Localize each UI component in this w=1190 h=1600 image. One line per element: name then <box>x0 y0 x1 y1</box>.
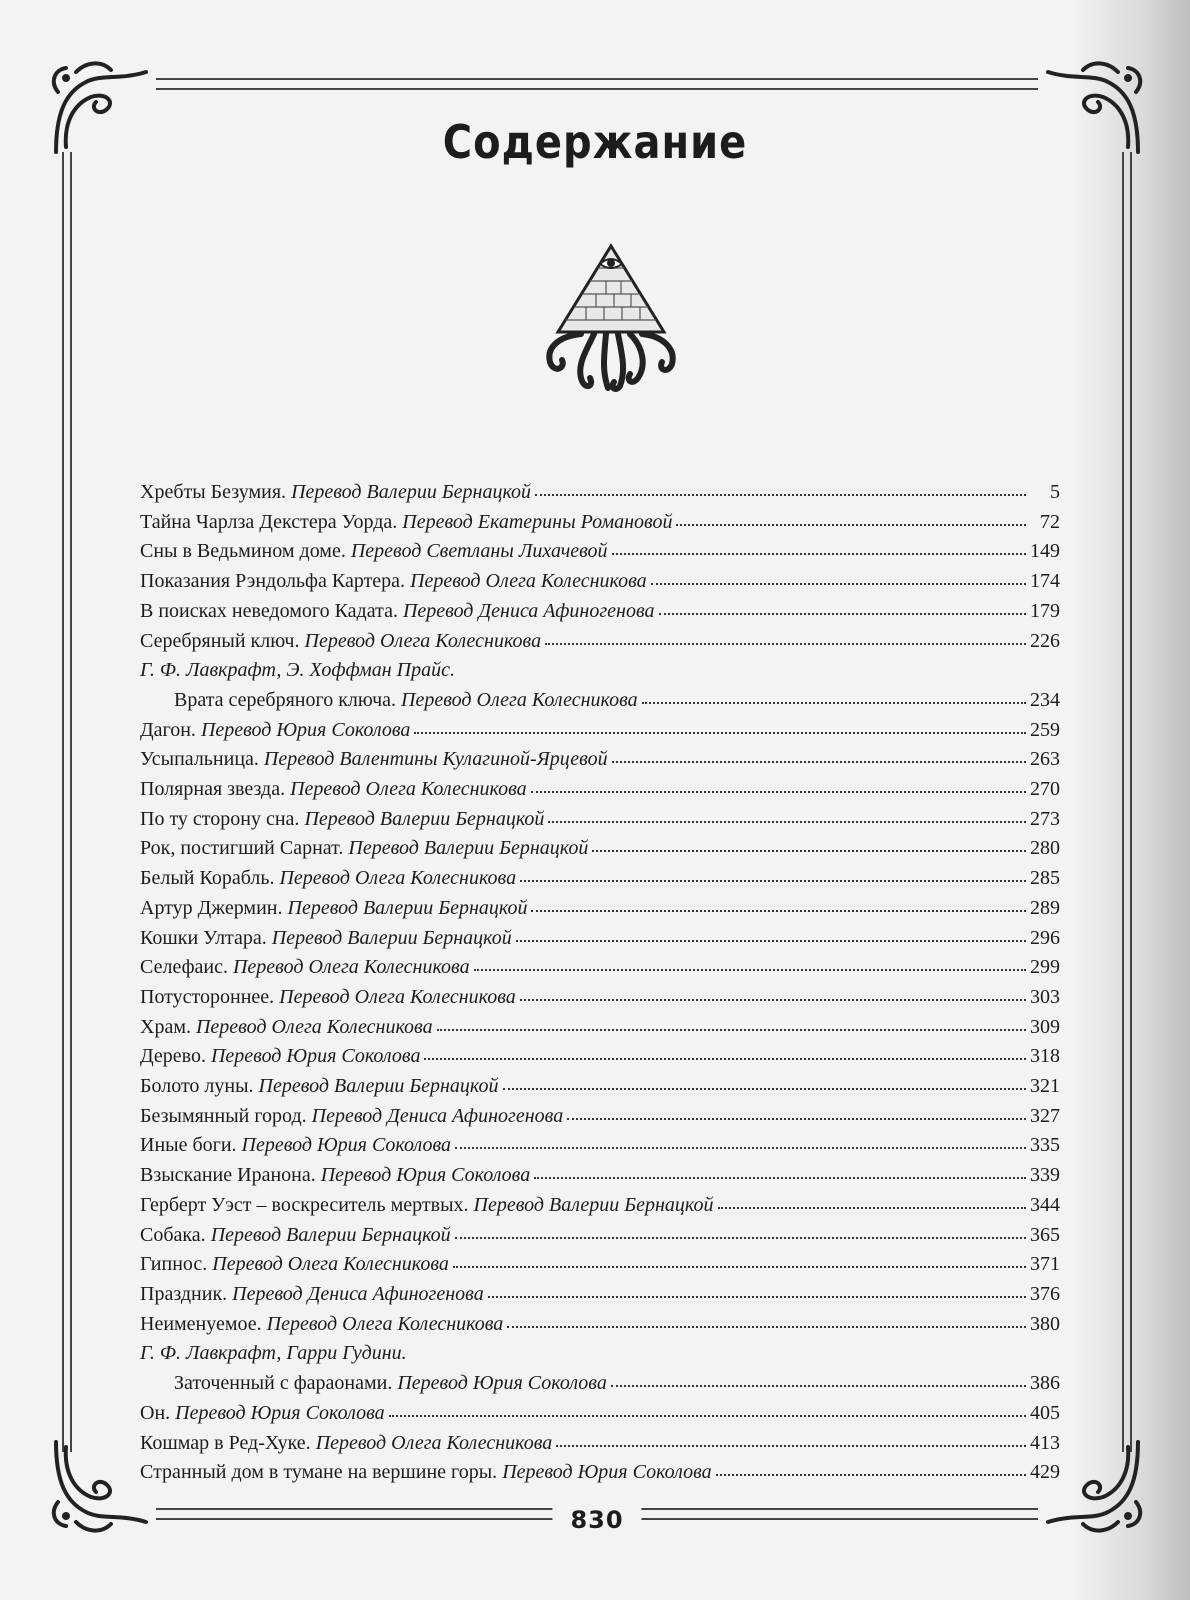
toc-entry-text <box>140 1072 499 1102</box>
toc-entry-text <box>140 864 516 894</box>
toc-dot-leader <box>535 480 1026 496</box>
toc-entry-title: Собака. <box>140 1223 206 1246</box>
toc-page-number: 376 <box>1030 1282 1060 1305</box>
toc-entry-title: Он. <box>140 1401 171 1424</box>
toc-entry-title: Кошки Ултара. <box>140 926 267 949</box>
toc-entry-title: Сны в Ведьмином доме. <box>140 540 346 563</box>
toc-entry-translator: Перевод Валерии Бернацкой <box>473 1193 714 1216</box>
toc-entry-text <box>140 1042 420 1072</box>
toc-author-line <box>140 656 1060 686</box>
toc-entry-text <box>140 894 527 924</box>
toc-entry-title: Селефаис. <box>140 956 228 979</box>
toc-entry <box>140 597 1060 627</box>
toc-entry <box>140 1369 1060 1399</box>
toc-dot-leader <box>545 629 1026 645</box>
toc-entry-title: Герберт Уэст – воскреситель мертвых. <box>140 1193 469 1216</box>
toc-entry-text <box>140 567 647 597</box>
toc-dot-leader <box>611 1371 1026 1387</box>
toc-entry-title: Гипнос. <box>140 1253 208 1276</box>
toc-page-number: 285 <box>1030 867 1060 890</box>
toc-page-number: 380 <box>1030 1312 1060 1335</box>
toc-entry <box>140 953 1060 983</box>
toc-entry-title: Белый Корабль. <box>140 867 275 890</box>
toc-entry-translator: Перевод Юрия Соколова <box>397 1372 607 1395</box>
toc-page-number: 5 <box>1050 481 1060 503</box>
toc-page-number: 174 <box>1030 570 1060 593</box>
toc-entry-title: Болото луны. <box>140 1075 254 1098</box>
toc-entry-title: Рок, постигший Сарнат. <box>140 837 344 860</box>
toc-entry-title: Храм. <box>140 1015 191 1038</box>
toc-entry-text <box>140 1280 484 1310</box>
toc-entry-translator: Перевод Валерии Бернацкой <box>348 837 589 860</box>
toc-entry <box>140 1429 1060 1459</box>
toc-entry-title: Артур Джермин. <box>140 896 283 919</box>
toc-entry <box>140 1280 1060 1310</box>
toc-entry-title: Странный дом в тумане на вершине горы. <box>140 1461 498 1484</box>
toc-entry-title: Потустороннее. <box>140 985 275 1008</box>
toc-entry-text <box>140 924 512 954</box>
toc-entry-translator: Перевод Екатерины Романовой <box>402 510 673 533</box>
toc-page-number: 296 <box>1030 926 1060 949</box>
toc-page-number: 321 <box>1030 1075 1060 1098</box>
toc-dot-leader <box>592 836 1026 852</box>
toc-entry-text <box>140 716 410 746</box>
toc-entry-title: Показания Рэндольфа Картера. <box>140 570 406 593</box>
toc-dot-leader <box>520 866 1026 882</box>
toc-dot-leader <box>503 1074 1026 1090</box>
toc-entry-text <box>140 1013 433 1043</box>
table-of-contents <box>140 478 1060 1488</box>
toc-page-number: 386 <box>1030 1372 1060 1395</box>
toc-entry-title: Хребты Безумия. <box>140 481 287 503</box>
toc-entry-title: Взыскание Иранона. <box>140 1164 316 1187</box>
toc-entry-text <box>140 1399 385 1429</box>
toc-page-number: 365 <box>1030 1223 1060 1246</box>
toc-dot-leader <box>567 1104 1026 1120</box>
toc-entry-translator: Перевод Валерии Бернацкой <box>304 807 545 830</box>
toc-page-number: 273 <box>1030 807 1060 830</box>
toc-dot-leader <box>651 569 1026 585</box>
frame-right-rule <box>1122 152 1132 1452</box>
toc-entry-translator: Перевод Олега Колесникова <box>401 688 638 711</box>
frame-left-rule <box>62 152 72 1452</box>
toc-entry-translator: Перевод Олега Колесникова <box>279 985 516 1008</box>
toc-entry-text <box>140 1369 607 1399</box>
toc-page-number: 303 <box>1030 985 1060 1008</box>
toc-page-number: 309 <box>1030 1015 1060 1038</box>
toc-dot-leader <box>520 985 1026 1001</box>
toc-page-number: 429 <box>1030 1461 1060 1484</box>
toc-page-number: 344 <box>1030 1193 1060 1216</box>
toc-page-number: 335 <box>1030 1134 1060 1157</box>
toc-entry-translator: Перевод Валерии Бернацкой <box>258 1075 499 1098</box>
toc-entry <box>140 924 1060 954</box>
toc-dot-leader <box>531 777 1026 793</box>
toc-entry <box>140 1458 1060 1488</box>
toc-entry-title: Дерево. <box>140 1045 206 1068</box>
toc-dot-leader <box>516 926 1026 942</box>
toc-entry <box>140 864 1060 894</box>
toc-dot-leader <box>612 539 1026 555</box>
toc-entry <box>140 627 1060 657</box>
toc-entry-text <box>140 537 608 567</box>
toc-entry <box>140 478 1060 508</box>
toc-author-line <box>140 1339 1060 1369</box>
toc-entry-text <box>140 1310 503 1340</box>
toc-entry <box>140 775 1060 805</box>
toc-dot-leader <box>676 510 1026 526</box>
toc-dot-leader <box>659 599 1027 615</box>
page-title: Содержание <box>442 116 748 170</box>
page-number: 830 <box>552 1506 641 1534</box>
toc-entry-translator: Перевод Юрия Соколова <box>320 1164 531 1187</box>
toc-entry-title: В поисках неведомого Кадата. <box>140 599 398 622</box>
toc-page-number: 259 <box>1030 718 1060 741</box>
toc-dot-leader <box>453 1252 1026 1268</box>
toc-dot-leader <box>716 1460 1026 1476</box>
toc-entry <box>140 834 1060 864</box>
toc-entry-title: Безымянный город. <box>140 1104 307 1127</box>
toc-entry-text <box>140 627 541 657</box>
toc-entry <box>140 1013 1060 1043</box>
toc-entry-title: Усыпальница. <box>140 748 259 771</box>
toc-entry-text <box>140 834 588 864</box>
toc-dot-leader <box>531 896 1026 912</box>
toc-dot-leader <box>612 747 1026 763</box>
toc-dot-leader <box>455 1223 1026 1239</box>
toc-entry-translator: Перевод Светланы Лихачевой <box>350 540 608 563</box>
toc-entry <box>140 537 1060 567</box>
toc-entry-translator: Перевод Валерии Бернацкой <box>210 1223 451 1246</box>
toc-entry-title: Кошмар в Ред-Хуке. <box>140 1431 311 1454</box>
toc-entry-translator: Перевод Валерии Бернацкой <box>291 481 532 503</box>
toc-page-number: 289 <box>1030 896 1060 919</box>
toc-page-number: 226 <box>1030 629 1060 652</box>
toc-page-number: 339 <box>1030 1164 1060 1187</box>
toc-dot-leader <box>437 1015 1026 1031</box>
toc-author: Г. Ф. Лавкрафт, Э. Хоффман Прайс. <box>140 659 455 682</box>
toc-entry-text <box>140 775 527 805</box>
toc-entry <box>140 1161 1060 1191</box>
toc-dot-leader <box>556 1431 1026 1447</box>
toc-dot-leader <box>507 1312 1026 1328</box>
toc-page-number: 149 <box>1030 540 1060 563</box>
toc-dot-leader <box>642 688 1026 704</box>
toc-entry-translator: Перевод Юрия Соколова <box>241 1134 452 1157</box>
toc-entry-translator: Перевод Юрия Соколова <box>200 718 411 741</box>
toc-page-number: 263 <box>1030 748 1060 771</box>
toc-entry-translator: Перевод Валерии Бернацкой <box>287 896 528 919</box>
toc-entry-translator: Перевод Дениса Афиногенова <box>232 1282 484 1305</box>
toc-entry <box>140 1072 1060 1102</box>
toc-entry-translator: Перевод Олега Колесникова <box>410 570 647 593</box>
toc-dot-leader <box>488 1282 1026 1298</box>
toc-entry-translator: Перевод Олега Колесникова <box>304 629 542 652</box>
toc-entry-title: Неименуемое. <box>140 1312 262 1335</box>
toc-entry-translator: Перевод Олега Колесникова <box>315 1431 553 1454</box>
toc-entry-text <box>140 597 655 627</box>
toc-entry-translator: Перевод Олега Колесникова <box>195 1015 433 1038</box>
toc-page-number: 318 <box>1030 1045 1060 1068</box>
toc-entry-text <box>140 1429 552 1459</box>
toc-entry-title: Тайна Чарлза Декстера Уорда. <box>140 510 398 533</box>
toc-dot-leader <box>424 1044 1026 1060</box>
toc-entry-translator: Перевод Валерии Бернацкой <box>271 926 512 949</box>
toc-page-number: 405 <box>1030 1401 1060 1424</box>
toc-entry-translator: Перевод Олега Колесникова <box>232 956 470 979</box>
toc-page-number: 327 <box>1030 1104 1060 1127</box>
toc-entry <box>140 686 1060 716</box>
toc-entry-translator: Перевод Юрия Соколова <box>210 1045 421 1068</box>
toc-page-number: 299 <box>1030 956 1060 979</box>
toc-entry-title: Заточенный с фараонами. <box>174 1372 393 1395</box>
toc-page-number: 280 <box>1030 837 1060 860</box>
toc-entry-translator: Перевод Дениса Афиногенова <box>402 599 655 622</box>
toc-page-number: 179 <box>1030 599 1060 622</box>
toc-dot-leader <box>548 807 1026 823</box>
toc-entry-text <box>140 1131 451 1161</box>
toc-entry-title: Праздник. <box>140 1282 228 1305</box>
toc-entry <box>140 1399 1060 1429</box>
pyramid-with-eye-and-tentacles-icon <box>536 236 686 396</box>
toc-entry-translator: Перевод Дениса Афиногенова <box>311 1104 564 1127</box>
toc-entry <box>140 1042 1060 1072</box>
toc-entry-translator: Перевод Олега Колесникова <box>279 867 517 890</box>
frame-top-rule <box>156 78 1038 90</box>
toc-page-number: 371 <box>1030 1253 1060 1276</box>
toc-entry-text <box>140 1191 714 1221</box>
toc-entry-text <box>140 745 608 775</box>
toc-entry <box>140 745 1060 775</box>
toc-entry-text <box>140 1161 530 1191</box>
toc-entry-text <box>140 686 638 716</box>
toc-dot-leader <box>718 1193 1027 1209</box>
toc-entry <box>140 1191 1060 1221</box>
toc-entry-text <box>140 983 516 1013</box>
toc-dot-leader <box>389 1401 1026 1417</box>
toc-entry-title: Серебряный ключ. <box>140 629 300 652</box>
toc-entry <box>140 567 1060 597</box>
toc-dot-leader <box>414 718 1026 734</box>
toc-entry-translator: Перевод Олега Колесникова <box>290 778 527 801</box>
toc-entry-translator: Перевод Валентины Кулагиной-Ярцевой <box>263 748 608 771</box>
toc-page-number: 72 <box>1040 510 1060 533</box>
toc-entry-title: Врата серебряного ключа. <box>174 688 397 711</box>
toc-entry-text <box>140 1458 712 1488</box>
toc-entry-text <box>140 953 470 983</box>
toc-entry-title: Полярная звезда. <box>140 778 286 801</box>
toc-dot-leader <box>474 955 1026 971</box>
toc-entry-translator: Перевод Олега Колесникова <box>212 1253 449 1276</box>
toc-page-number: 270 <box>1030 778 1060 801</box>
toc-dot-leader <box>534 1163 1026 1179</box>
toc-entry-translator: Перевод Олега Колесникова <box>266 1312 504 1335</box>
toc-entry-text <box>140 1250 449 1280</box>
toc-entry-translator: Перевод Юрия Соколова <box>502 1461 712 1484</box>
toc-entry <box>140 983 1060 1013</box>
toc-entry-title: Иные боги. <box>140 1134 237 1157</box>
toc-page-number: 234 <box>1030 688 1060 711</box>
toc-entry-text <box>140 508 672 538</box>
toc-entry-text <box>140 478 531 508</box>
toc-entry <box>140 805 1060 835</box>
toc-dot-leader <box>455 1133 1026 1149</box>
toc-entry-text <box>140 1102 563 1132</box>
toc-entry-text <box>140 805 544 835</box>
toc-entry <box>140 1250 1060 1280</box>
toc-entry <box>140 1131 1060 1161</box>
toc-entry-title: По ту сторону сна. <box>140 807 300 830</box>
toc-entry <box>140 894 1060 924</box>
toc-author: Г. Ф. Лавкрафт, Гарри Гудини. <box>140 1342 407 1365</box>
toc-entry <box>140 1310 1060 1340</box>
toc-entry <box>140 1102 1060 1132</box>
toc-page-number: 413 <box>1030 1431 1060 1454</box>
toc-entry <box>140 1221 1060 1251</box>
toc-entry-text <box>140 1221 451 1251</box>
toc-entry <box>140 716 1060 746</box>
toc-entry-title: Дагон. <box>140 718 196 741</box>
toc-entry <box>140 508 1060 538</box>
toc-entry-translator: Перевод Юрия Соколова <box>175 1401 385 1424</box>
